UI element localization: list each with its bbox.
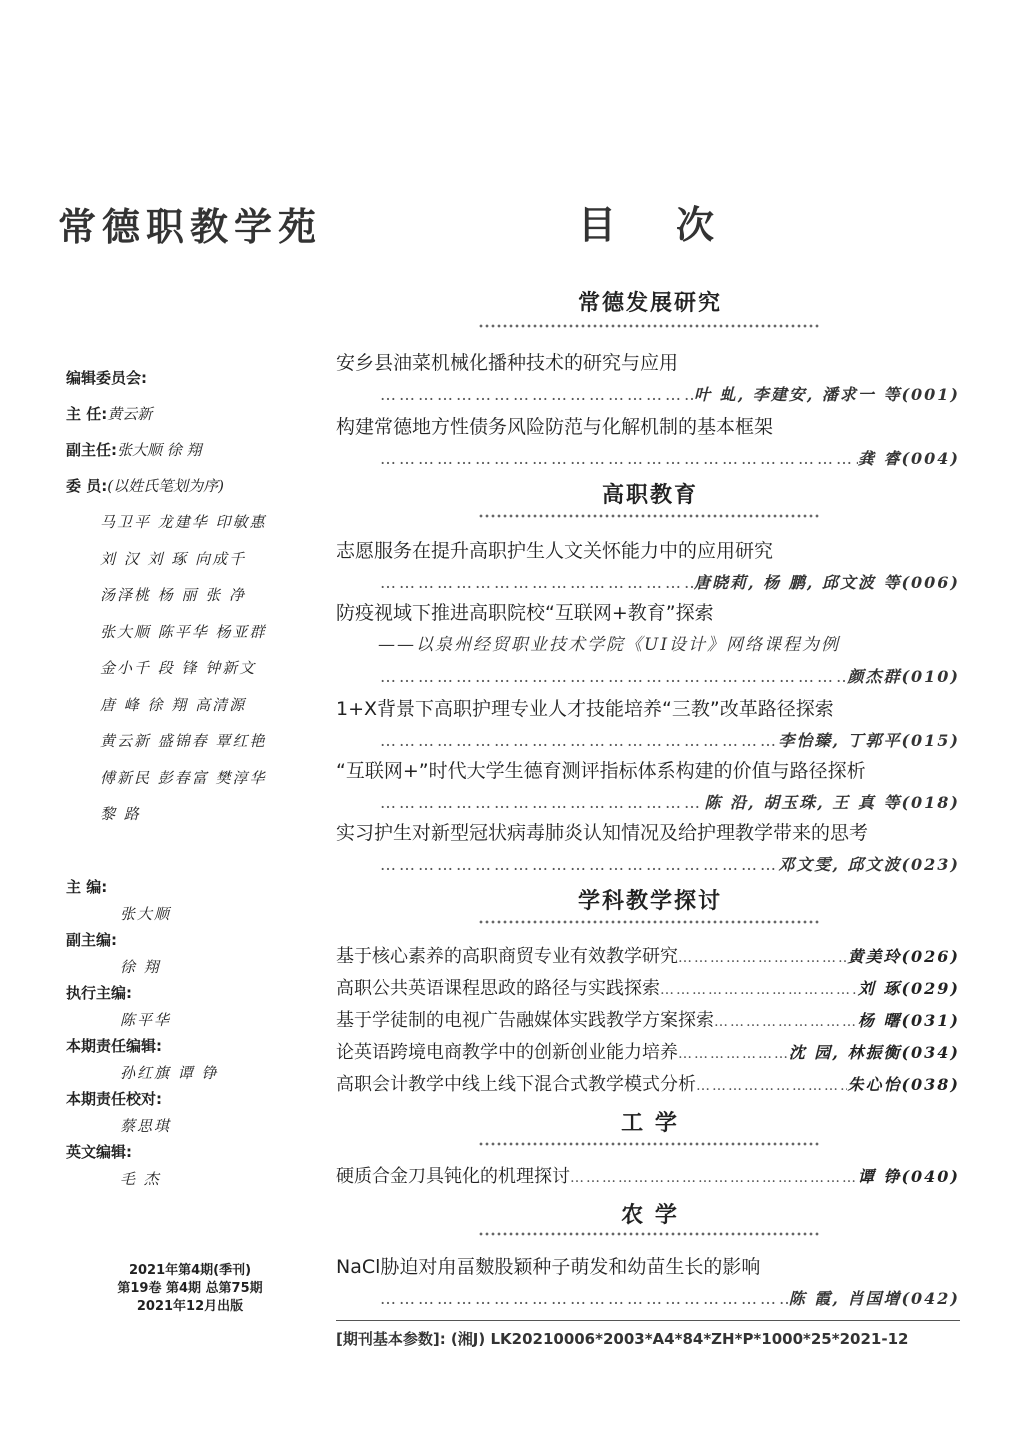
article-title[interactable]: 防疫视域下推进高职院校“互联网+教育”探索	[336, 602, 714, 624]
section-divider	[478, 1140, 820, 1148]
staff-label: 英文编辑:	[66, 1143, 132, 1161]
members-note: (以姓氏笔划为序)	[107, 477, 224, 495]
members-label: 委 员:	[66, 477, 108, 495]
member-row: 黄云新 盛锦春 覃红艳	[100, 732, 267, 750]
staff-label: 副主编:	[66, 931, 117, 949]
member-row: 金小千 段 锋 钟新文	[100, 659, 257, 677]
editorial-committee	[66, 360, 326, 833]
staff-list	[66, 874, 326, 1192]
section-divider	[478, 918, 820, 926]
staff-value: 毛 杰	[120, 1169, 161, 1188]
article-title[interactable]: 实习护生对新型冠状病毒肺炎认知情况及给护理教学带来的思考	[336, 822, 869, 844]
section-heading: 工 学	[621, 1111, 679, 1136]
article-title[interactable]: 构建常德地方性债务风险防范与化解机制的基本框架	[336, 416, 774, 438]
article-authors: …………………………………………………………………………………………………………………………………… 邓文雯, 邱文波(023)	[380, 852, 960, 875]
article-title[interactable]: 志愿服务在提升高职护生人文关怀能力中的应用研究	[336, 540, 774, 562]
member-row: 黎 路	[100, 805, 141, 823]
staff-value: 陈平华	[120, 1010, 172, 1029]
section-divider	[478, 512, 820, 520]
issue-line: 第19卷 第4期 总第75期	[117, 1281, 263, 1296]
article-subtitle: ——以泉州经贸职业技术学院《UI设计》网络课程为例	[378, 635, 841, 655]
member-row: 傅新民 彭春富 樊淳华	[100, 768, 267, 787]
article-title[interactable]: NaCl胁迫对甪畐麬股颖种子萌发和幼苗生长的影响	[336, 1256, 761, 1278]
staff-label: 执行主编:	[66, 984, 132, 1002]
journal-parameters: [期刊基本参数]: (湘J) LK20210006*2003*A4*84*ZH*P*1000*25*2021-12	[336, 1330, 909, 1348]
article-title[interactable]: “互联网+”时代大学生德育测评指标体系构建的价值与路径探析	[336, 760, 866, 782]
article-entry[interactable]: 硬质合金刀具钝化的机理探讨 …………………………………………………………………………………………………………………… 谭 铮(040)	[336, 1162, 960, 1188]
article-title[interactable]: 安乡县油菜机械化播种技术的研究与应用	[336, 352, 679, 374]
section-heading: 常德发展研究	[577, 291, 722, 316]
article-authors: …………………………………………………………………………………………………………………………………… 龚 睿(004)	[380, 446, 960, 469]
article-authors: …………………………………………………………………………………………………………………………………… 陈 霞, 肖国增(042)	[380, 1286, 960, 1309]
vice-director-names: 张大顺 徐 翔	[117, 441, 202, 459]
article-title[interactable]: 1+X背景下高职护理专业人才技能培养“三教”改革路径探索	[336, 698, 834, 720]
staff-value: 蔡思琪	[120, 1116, 172, 1135]
article-authors: …………………………………………………………………………………………………………………………………… 陈 沿, 胡玉珠, 王 真 等(018)	[380, 790, 960, 813]
member-row: 唐 峰 徐 翔 高清源	[100, 695, 247, 714]
article-entry[interactable]: 高职公共英语课程思政的路径与实践探索 …………………………………………………………………………………………………………………… 刘 琢(029)	[336, 974, 960, 1000]
toc-title: 目次	[578, 203, 775, 247]
article-authors: …………………………………………………………………………………………………………………………………… 唐晓莉, 杨 鹏, 邱文波 等(006)	[380, 570, 960, 593]
section-heading: 学科教学探讨	[577, 889, 722, 914]
member-row: 马卫平 龙建华 印敏惠	[100, 513, 267, 531]
section-heading: 农 学	[621, 1203, 679, 1228]
article-authors: …………………………………………………………………………………………………………………………………… 叶 虬, 李建安, 潘求一 等(001)	[380, 382, 960, 405]
footer-rule	[336, 1320, 960, 1321]
issue-line: 2021年12月出版	[136, 1299, 244, 1314]
committee-heading: 编辑委员会:	[66, 369, 147, 387]
article-entry[interactable]: 基于核心素养的高职商贸专业有效教学研究 …………………………………………………………………………………………………………………… 黄美玲(026)	[336, 942, 960, 968]
article-entry[interactable]: 高职会计教学中线上线下混合式教学模式分析 …………………………………………………………………………………………………………………… 朱心怡(038)	[336, 1070, 960, 1096]
director-label: 主 任:	[66, 405, 108, 423]
staff-label: 本期责任校对:	[66, 1090, 162, 1108]
journal-title: 常德职教学苑	[58, 205, 323, 249]
staff-label: 本期责任编辑:	[66, 1037, 162, 1055]
article-authors: …………………………………………………………………………………………………………………………………… 李怡臻, 丁郭平(015)	[380, 728, 960, 751]
issue-info	[70, 1262, 310, 1316]
member-row: 张大顺 陈平华 杨亚群	[100, 622, 267, 641]
article-authors: …………………………………………………………………………………………………………………………………… 颜杰群(010)	[380, 664, 960, 687]
article-entry[interactable]: 基于学徒制的电视广告融媒体实践教学方案探索 …………………………………………………………………………………………………………………… 杨 曙(031)	[336, 1006, 960, 1032]
issue-line: 2021年第4期(季刊)	[128, 1263, 252, 1278]
article-entry[interactable]: 论英语跨境电商教学中的创新创业能力培养 …………………………………………………………………………………………………………………… 沈 园, 林振衡(034)	[336, 1038, 960, 1064]
staff-value: 张大顺	[120, 904, 172, 923]
member-row: 汤泽桃 杨 丽 张 净	[100, 586, 247, 604]
director-name: 黄云新	[107, 405, 153, 423]
section-heading: 高职教育	[601, 483, 698, 508]
staff-value: 孙红旗 谭 铮	[120, 1063, 219, 1082]
staff-value: 徐 翔	[120, 957, 161, 976]
vice-director-label: 副主任:	[66, 441, 117, 459]
section-divider	[478, 1230, 820, 1238]
section-divider	[478, 322, 820, 330]
staff-label: 主 编:	[66, 878, 108, 896]
member-row: 刘 汉 刘 琢 向成千	[100, 549, 247, 568]
